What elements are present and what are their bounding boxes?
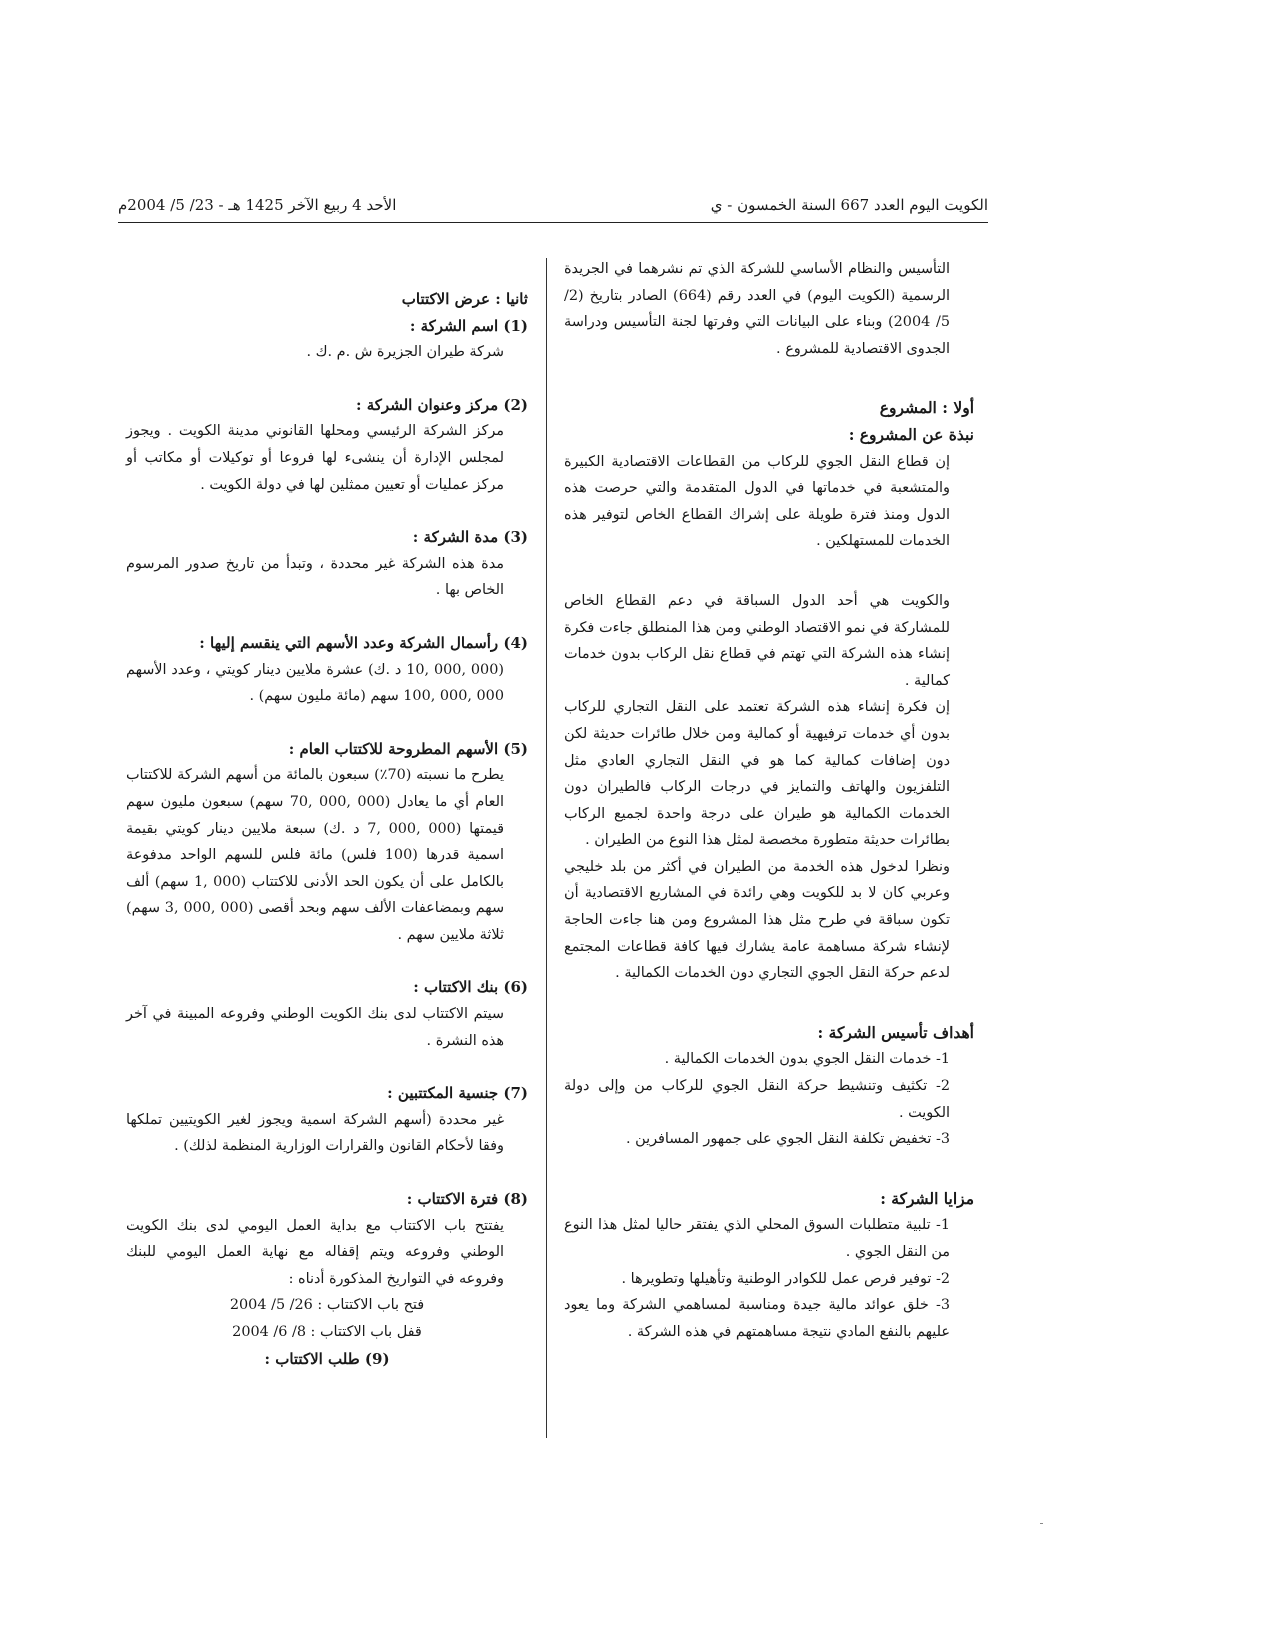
item-body: مركز الشركة الرئيسي ومحلها القانوني مدينة الكويت . ويجوز لمجلس الإدارة أن ينشىء لها فروعا أو توكيلات أو مكاتب أو مركز عمليات أو تعيين ممثلين لها في دولة الكويت . — [126, 423, 504, 493]
item-title: (6) بنك الاكتتاب : — [413, 978, 528, 997]
advantage-item: 1- تلبية متطلبات السوق المحلي الذي يفتقر حاليا لمثل هذا النوع من النقل الجوي . — [564, 1217, 950, 1260]
item-body: غير محددة (أسهم الشركة اسمية ويجوز لغير الكويتيين تملكها وفقا لأحكام القانون والقرارات الوزارية المنظمة لذلك) . — [126, 1111, 504, 1155]
header-date: الأحد 4 ربيع الآخر 1425 هـ - 23/ 5/ 2004م — [118, 196, 397, 214]
item-title: (4) رأسمال الشركة وعدد الأسهم التي ينقسم إليها : — [199, 633, 528, 652]
objective-item: 2- تكثيف وتنشيط حركة النقل الجوي للركاب من وإلى دولة الكويت . — [564, 1078, 950, 1121]
subscription-open-date: فتح باب الاكتتاب : 26/ 5/ 2004 — [229, 1297, 425, 1314]
objective-item: 3- تخفيض تكلفة النقل الجوي على جمهور المسافرين . — [625, 1131, 950, 1148]
right-column — [564, 256, 974, 1345]
item-body: يفتتح باب الاكتتاب مع بداية العمل اليومي لدى بنك الكويت الوطني وفروعه ويتم إقفاله مع نهاية العمل اليومي للبنك وفروعه في التواريخ المذكورة أدناه : — [126, 1217, 504, 1287]
advantage-item: 2- توفير فرص عمل للكوادر الوطنية وتأهيلها وتطويرها . — [621, 1270, 950, 1287]
subscription-close-date: قفل باب الاكتتاب : 8/ 6/ 2004 — [232, 1324, 422, 1340]
objectives-title: أهداف تأسيس الشركة : — [817, 1022, 974, 1042]
overview-paragraph-2: والكويت هي أحد الدول السباقة في دعم القطاع الخاص للمشاركة في نمو الاقتصاد الوطني ومن هذا المنطلق جاءت فكرة إنشاء هذه الشركة التي تهتم في قطاع نقل الركاب بدون خدمات كمالية . — [564, 592, 950, 689]
item-title: (8) فترة الاكتتاب : — [406, 1190, 528, 1209]
item-body: يطرح ما نسبته (70٪) سبعون بالمائة من أسهم الشركة للاكتتاب العام أي ما يعادل (000 ,000 ,70 سهم) سبعون مليون سهم قيمتها (000 ,000 ,7 د .ك) سبعة ملايين دينار كويتي بقيمة اسمية قدرها (100 فلس) مائة فلس للسهم الواحد مدفوعة بالكامل على أن يكون الحد الأدنى للاكتتاب (000 ,1 سهم) ألف سهم وبمضاعفات الألف سهم وبحد أقصى (000 ,000 ,3 سهم) ثلاثة ملايين سهم . — [126, 767, 505, 943]
advantage-item: 3- خلق عوائد مالية جيدة ومناسبة لمساهمي الشركة وما يعود عليهم بالنفع المادي نتيجة مساهمتهم في هذه الشركة . — [564, 1297, 950, 1340]
item-body: سيتم الاكتتاب لدى بنك الكويت الوطني وفروعه المبينة في آخر هذه النشرة . — [126, 1006, 504, 1049]
overview-paragraph-1: إن قطاع النقل الجوي للركاب من القطاعات الاقتصادية الكبيرة والمتشعبة في خدماتها في الدول المتقدمة والتي حرصت هذه الدول ومنذ فترة طويلة على إشراك القطاع الخاص لتوفير هذه الخدمات للمستهلكين . — [564, 453, 950, 550]
item-title: (5) الأسهم المطروحة للاكتتاب العام : — [288, 739, 528, 758]
item-title: (9) طلب الاكتتاب : — [264, 1349, 390, 1368]
item-title: (1) اسم الشركة : — [409, 316, 528, 335]
intro-paragraph: التأسيس والنظام الأساسي للشركة الذي تم نشرهما في الجريدة الرسمية (الكويت اليوم) في العدد رقم (664) الصادر بتاريخ (2/ 5/ 2004) وبناء على البيانات التي وفرتها لجنة التأسيس ودراسة الجدوى الاقتصادية للمشروع . — [564, 261, 950, 357]
item-title: (7) جنسية المكتتبين : — [387, 1084, 528, 1103]
overview-paragraph-4: ونظرا لدخول هذه الخدمة من الطيران في أكثر من بلد خليجي وعربي كان لا بد للكويت وهي رائدة في المشاريع الاقتصادية أن تكون سباقة في طرح مثل هذا المشروع ومن هنا جاءت الحاجة لإنشاء شركة مساهمة عامة يشارك فيها كافة قطاعات المجتمع لدعم حركة النقل الجوي التجاري دون الخدمات الكمالية . — [564, 858, 950, 982]
item-body: مدة هذه الشركة غير محددة ، وتبدأ من تاريخ صدور المرسوم الخاص بها . — [126, 555, 504, 599]
left-column — [126, 286, 528, 1372]
overview-title: نبذة عن المشروع : — [848, 424, 974, 444]
header-issue: الكويت اليوم العدد 667 السنة الخمسون - ي — [710, 196, 988, 214]
section2-title: ثانيا : عرض الاكتتاب — [401, 290, 528, 308]
column-divider — [546, 258, 547, 1438]
item-body: شركة طيران الجزيرة ش .م .ك . — [306, 344, 504, 361]
section1-title: أولا : المشروع — [879, 398, 974, 418]
item-title: (2) مركز وعنوان الشركة : — [355, 395, 528, 414]
header-rule — [118, 222, 988, 223]
item-body: (000 ,000 ,10 د .ك) عشرة ملايين دينار كويتي ، وعدد الأسهم 000 ,000 ,100 سهم (مائة مليون سهم) . — [126, 661, 504, 705]
objective-item: 1- خدمات النقل الجوي بدون الخدمات الكمالية . — [664, 1051, 950, 1068]
item-title: (3) مدة الشركة : — [412, 528, 528, 547]
scan-speck — [1040, 1523, 1043, 1524]
overview-paragraph-3: إن فكرة إنشاء هذه الشركة تعتمد على النقل التجاري للركاب بدون أي خدمات ترفيهية أو كمالية ومن خلال طائرات حديثة لكن دون إضافات كمالية كما هو في النقل التجاري العادي مثل التلفزيون والهاتف والتمايز في درجات الركاب فالطيران دون الخدمات الكمالية هو طيران على درجة واحدة لجميع الركاب بطائرات حديثة متطورة مخصصة لمثل هذا النوع من الطيران . — [564, 699, 950, 849]
advantages-title: مزايا الشركة : — [880, 1188, 974, 1208]
